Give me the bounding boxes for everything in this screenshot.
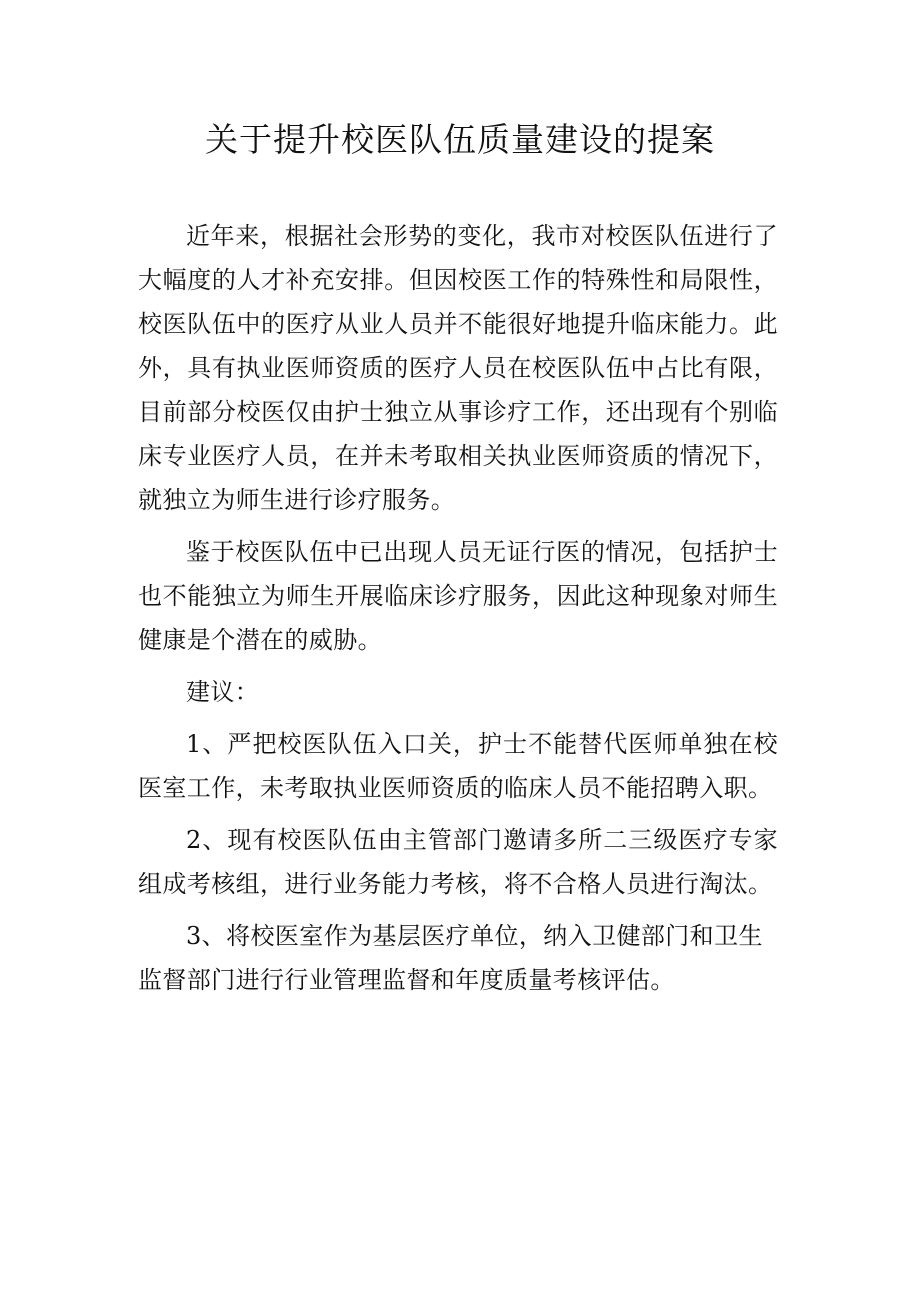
- paragraph-suggestion-2: 2、现有校医队伍由主管部门邀请多所二三级医疗专家组成考核组，进行业务能力考核，将不合格人员进行淘汰。: [138, 826, 778, 898]
- document-body: [138, 214, 778, 1002]
- suggestion-3-line-2: 监督部门进行行业管理监督和年度质量考核评估。: [138, 966, 675, 994]
- document-title: 关于提升校医队伍质量建设的提案: [205, 120, 715, 159]
- paragraph-background: 近年来，根据社会形势的变化，我市对校医队伍进行了大幅度的人才补充安排。但因校医工作的特殊性和局限性，校医队伍中的医疗从业人员并不能很好地提升临床能力。此外，具有执业医师资质的医疗人员在校医队伍中占比有限，目前部分校医仅由护士独立从事诊疗工作，还出现有个别临床专业医疗人员，在并未考取相关执业医师资质的情况下，就独立为师生进行诊疗服务。: [138, 222, 778, 514]
- paragraph-risk: 鉴于校医队伍中已出现人员无证行医的情况，包括护士也不能独立为师生开展临床诊疗服务，因此这种现象对师生健康是个潜在的威胁。: [138, 538, 778, 654]
- paragraph-suggestion-3: [138, 914, 778, 1002]
- paragraph-suggestion-heading: 建议：: [186, 678, 260, 706]
- suggestion-3-line-1: 3、将校医室作为基层医疗单位，纳入卫健部门和卫生: [186, 922, 763, 950]
- paragraph-suggestion-1: 1、严把校医队伍入口关，护士不能替代医师单独在校医室工作，未考取执业医师资质的临床人员不能招聘入职。: [138, 730, 778, 802]
